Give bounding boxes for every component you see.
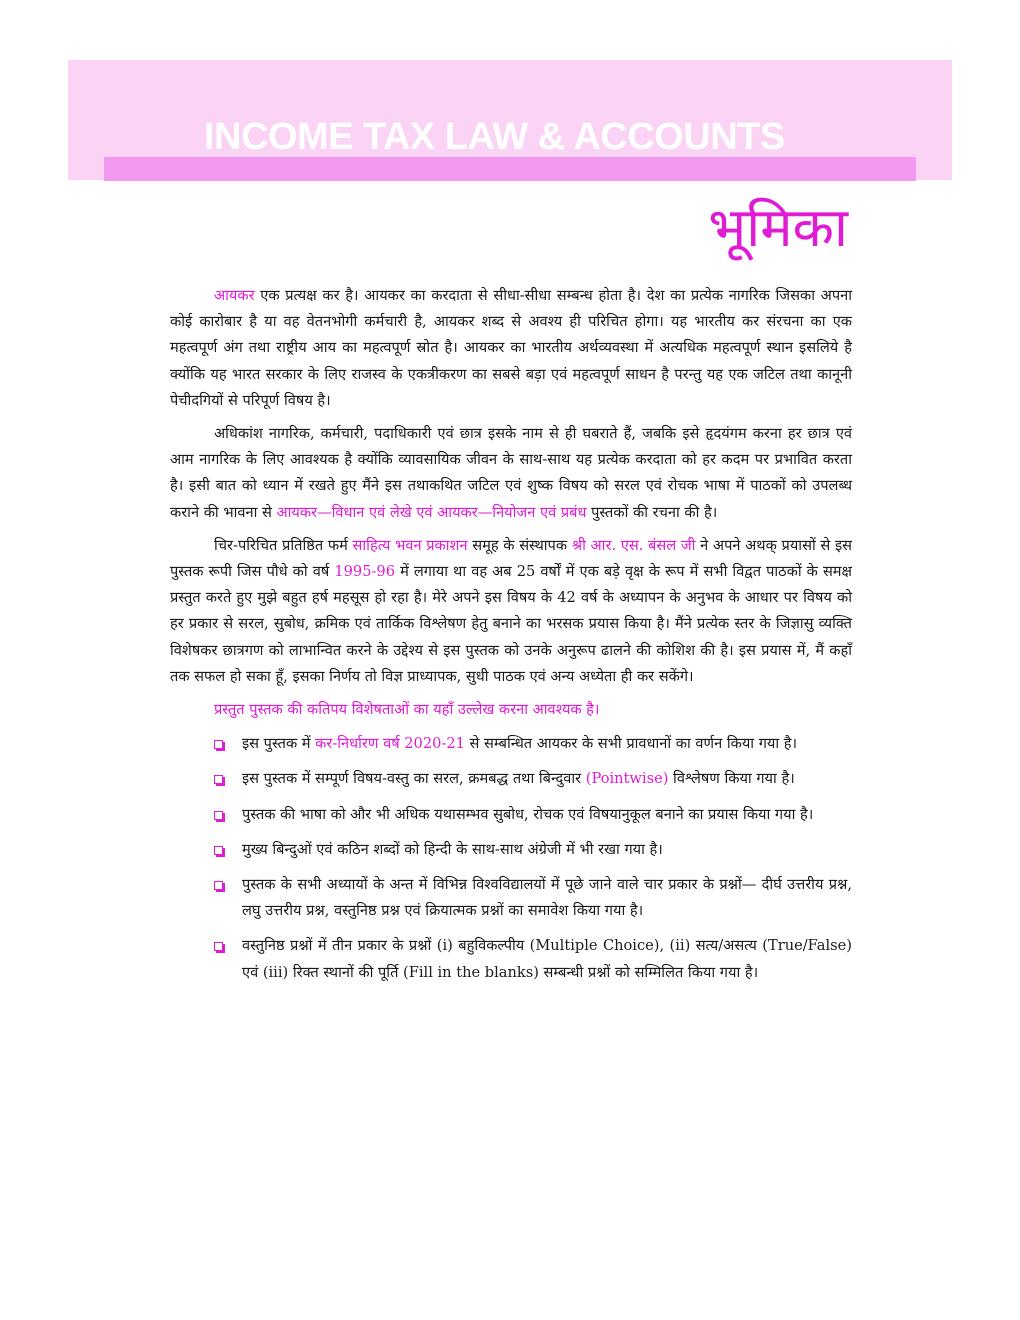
- feature-item: [170, 802, 852, 828]
- highlight-text: श्री आर. एस. बंसल जी: [571, 536, 696, 554]
- paragraph-text: पुस्तकों की रचना की है।: [586, 503, 718, 521]
- highlight-text: साहित्य भवन प्रकाशन: [352, 536, 468, 554]
- highlight-text: 1995-96: [334, 563, 395, 581]
- square-bullet-icon: [214, 942, 223, 951]
- square-bullet-icon: [214, 775, 223, 784]
- highlight-text: (Pointwise): [585, 770, 669, 788]
- paragraph-text: अधिकांश नागरिक, कर्मचारी, पदाधिकारी एवं छात्र इसके नाम से ही घबराते हैं, जबकि इसे हृदयंगम करना हर छात्र एवं आम नागरिक के लिए आवश्यक है क्योंकि व्यावसायिक जीवन के साथ-साथ यह प्रत्येक करदाता को हर कदम पर प्रभावित करता है। इसी बात को ध्यान में रखते हुए मैंने इस तथाकथित जटिल एवं शुष्क विषय को सरल एवं रोचक भाषा में पाठकों को उपलब्ध कराने की भावना से: [170, 425, 852, 521]
- feature-text: से सम्बन्धित आयकर के सभी प्रावधानों का वर्णन किया गया है।: [464, 735, 798, 753]
- feature-text: इस पुस्तक में: [242, 735, 316, 753]
- paragraph-text: समूह के संस्थापक: [467, 536, 572, 554]
- feature-text: मुख्य बिन्दुओं एवं कठिन शब्दों को हिन्दी के साथ-साथ अंग्रेजी में भी रखा गया है।: [242, 840, 663, 858]
- features-intro: प्रस्तुत पुस्तक की कतिपय विशेषताओं का यहाँ उल्लेख करना आवश्यक है।: [214, 701, 600, 719]
- highlight-text: आयकर—विधान एवं लेखे एवं आयकर—नियोजन एवं प्रबंध: [276, 503, 587, 521]
- features-list: [170, 731, 852, 986]
- square-bullet-icon: [214, 881, 223, 890]
- feature-text: इस पुस्तक में सम्पूर्ण विषय-वस्तु का सरल, क्रमबद्ध तथा बिन्दुवार: [242, 770, 586, 788]
- paragraph-1: [170, 283, 852, 414]
- paragraph-text: चिर-परिचित प्रतिष्ठित फर्म: [214, 536, 353, 554]
- square-bullet-icon: [214, 846, 223, 855]
- paragraph-text: एक प्रत्यक्ष कर है। आयकर का करदाता से सीधा-सीधा सम्बन्ध होता है। देश का प्रत्येक नागरिक जिसका अपना कोई कारोबार है या वह वेतनभोगी कर्मचारी है, आयकर शब्द से अवश्य ही परिचित होगा। यह भारतीय कर संरचना का एक महत्वपूर्ण अंग तथा राष्ट्रीय आय का महत्वपूर्ण स्रोत है। आयकर का भारतीय अर्थव्यवस्था में अत्यधिक महत्वपूर्ण स्थान इसलिये है क्योंकि यह भारत सरकार के लिए राजस्व के एकत्रीकरण का सबसे बड़ा एवं महत्वपूर्ण साधन है परन्तु यह एक जटिल तथा कानूनी पेचीदगियों से परिपूर्ण विषय है।: [170, 287, 852, 409]
- paragraph-3: [170, 533, 852, 690]
- feature-item: [170, 766, 852, 792]
- square-bullet-icon: [214, 811, 223, 820]
- feature-item: [170, 872, 852, 924]
- paragraph-text: में लगाया था वह अब 25 वर्षों में एक बड़े वृक्ष के रूप में सभी विद्वत पाठकों के समक्ष प्रस्तुत करते हुए मुझे बहुत हर्ष महसूस हो रहा है। मेरे अपने इस विषय के 42 वर्ष के अध्यापन के अनुभव के आधार पर विषय को हर प्रकार से सरल, सुबोध, क्रमिक एवं तार्किक विश्लेषण हेतु बनाने का भरसक प्रयास किया है। मैंने प्रत्येक स्तर के जिज्ञासु व्यक्ति विशेषकर छात्रगण को लाभान्वित करने के उद्देश्य से इस पुस्तक को उनके अनुरूप ढालने की कोशिश की है। इस प्रयास में, मैं कहाँ तक सफल हो सका हूँ, इसका निर्णय तो विज्ञ प्राध्यापक, सुधी पाठक एवं अन्य अध्येता ही कर सकेंगे।: [170, 563, 853, 685]
- paragraph-text: ने अपने अथक् प्रयासों से इस पुस्तक रूपी जिस पौधे को वर्ष: [170, 536, 853, 581]
- page-heading: भूमिका: [708, 196, 848, 259]
- header-bar: [104, 157, 916, 181]
- square-bullet-icon: [214, 740, 223, 749]
- highlight-text: आयकर: [214, 287, 255, 304]
- feature-text: विश्लेषण किया गया है।: [668, 770, 795, 788]
- feature-text: पुस्तक की भाषा को और भी अधिक यथासम्भव सुबोध, रोचक एवं विषयानुकूल बनाने का प्रयास किया गया है।: [242, 805, 814, 823]
- feature-item: [170, 933, 852, 985]
- feature-text: वस्तुनिष्ठ प्रश्नों में तीन प्रकार के प्रश्नों (i) बहुविकल्पीय (Multiple Choice), (ii) सत्य/असत्य (True/False) एवं (iii) रिक्त स्थानों की पूर्ति (Fill in the blanks) सम्बन्धी प्रश्नों को सम्मिलित किया गया है।: [242, 937, 852, 981]
- paragraph-2: [170, 421, 852, 526]
- feature-item: [170, 837, 852, 863]
- feature-item: [170, 731, 852, 757]
- preface-content: [170, 283, 852, 995]
- feature-text: पुस्तक के सभी अध्यायों के अन्त में विभिन्न विश्वविद्यालयों में पूछे जाने वाले चार प्रकार के प्रश्नों— दीर्घ उत्तरीय प्रश्न, लघु उत्तरीय प्रश्न, वस्तुनिष्ठ प्रश्न एवं क्रियात्मक प्रश्नों का समावेश किया गया है।: [242, 876, 852, 920]
- book-title: INCOME TAX LAW & ACCOUNTS: [204, 116, 785, 158]
- highlight-text: कर-निर्धारण वर्ष 2020-21: [315, 735, 465, 753]
